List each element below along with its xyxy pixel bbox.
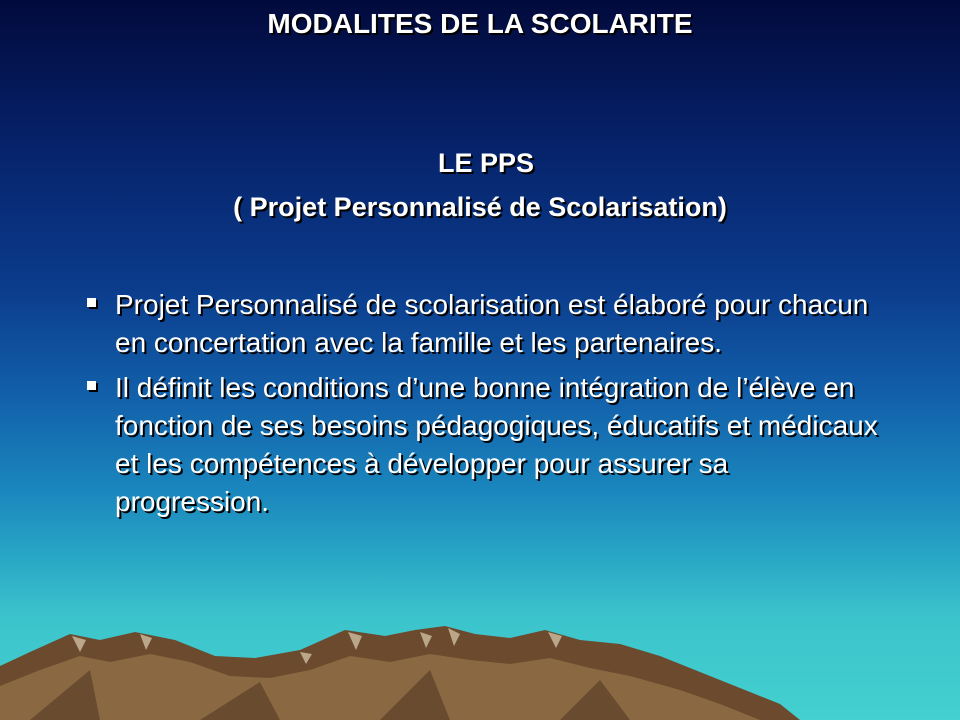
square-bullet-icon <box>87 381 96 390</box>
subtitle-full-name: ( Projet Personnalisé de Scolarisation) <box>233 192 727 222</box>
bullet-item <box>84 286 884 362</box>
mountain-range-illustration <box>0 600 960 720</box>
subtitle-pps: LE PPS <box>437 148 535 178</box>
bullet-list <box>84 286 884 528</box>
subtitle-block <box>0 141 960 229</box>
slide-title: MODALITES DE LA SCOLARITE <box>267 8 693 39</box>
bullet-item <box>84 369 884 521</box>
bullet-text: Il définit les conditions d’une bonne intégration de l’élève en fonction de ses besoins pédagogiques, éducatifs et médicaux et les compétences à développer pour assurer sa progression. <box>115 372 878 517</box>
bullet-text: Projet Personnalisé de scolarisation est élaboré pour chacun en concertation avec la famille et les partenaires. <box>115 289 869 358</box>
square-bullet-icon <box>87 298 96 307</box>
